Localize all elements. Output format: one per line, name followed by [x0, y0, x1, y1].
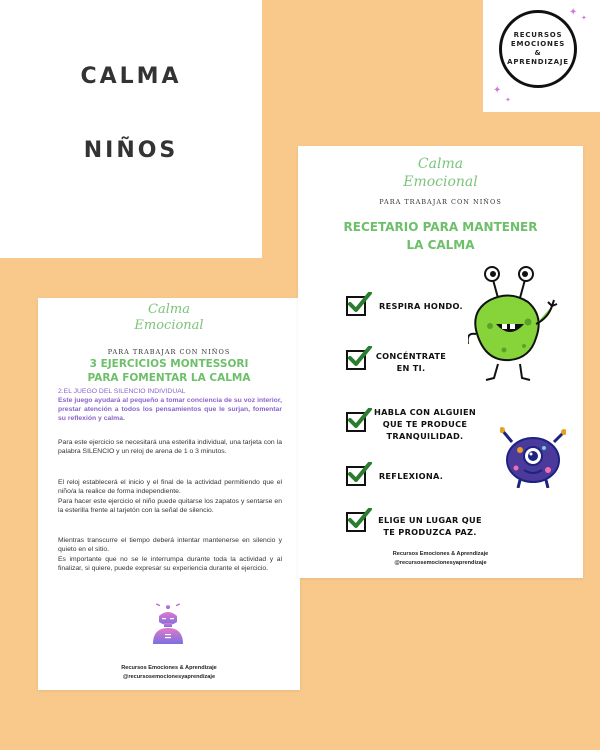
card-title-line2: PARA FOMENTAR LA CALMA — [87, 372, 251, 384]
purple-monster-icon — [500, 426, 566, 488]
checklist-item-line1: HABLA CON ALGUIEN — [373, 407, 477, 417]
checklist-item-label — [368, 350, 454, 374]
meditation-figure-icon — [145, 598, 191, 644]
footer-handle: @recursosemocionesyaprendizaje — [122, 674, 216, 680]
checkbox-checked-icon — [346, 296, 366, 316]
paragraph-silence: Mientras transcurre el tiempo deberá intentar mantenerse en silencio y quieto en el sitio. — [58, 537, 282, 553]
checkbox-checked-icon — [346, 512, 366, 532]
brand-script-line2: Emocional — [403, 174, 478, 190]
checklist-item-label — [368, 406, 482, 442]
checkbox-checked-icon — [346, 412, 366, 432]
green-monster-icon — [468, 264, 558, 386]
checklist-item-line3: TRANQUILIDAD. — [386, 431, 464, 441]
section-heading: 2.EL JUEGO DEL SILENCIO INDIVIDUAL — [58, 388, 186, 395]
footer-handle: @recursosemocionesyaprendizaje — [394, 560, 487, 566]
footer-brand: Recursos Emociones & Aprendizaje — [392, 551, 489, 557]
card-title-line1: RECETARIO PARA MANTENER — [343, 220, 538, 234]
checkbox-checked-icon — [346, 350, 366, 370]
paragraph-setup: Para hacer este ejercicio el niño puede quitarse los zapatos y sentarse en la esterilla frente al tarjetón con la señal de silencio. — [58, 498, 282, 514]
sparkle-icon: ✦ — [505, 97, 511, 104]
title-calma: CALMA — [80, 64, 182, 89]
paragraph-materials: Para este ejercicio se necesitará una esterilla individual, una tarjeta con la palabra SILENCIO y un reloj de arena de 1 o 3 minutos. — [58, 439, 282, 455]
brand-script-line1: Calma — [417, 156, 464, 172]
checklist-item-line1: REFLEXIONA. — [378, 471, 444, 481]
sparkle-icon: ✦ — [569, 7, 578, 18]
card-title-line2: LA CALMA — [406, 238, 475, 252]
checkbox-checked-icon — [346, 466, 366, 486]
title-ninos: NIÑOS — [83, 138, 179, 163]
brand-script-line2: Emocional — [134, 318, 204, 333]
sparkle-icon: ✦ — [581, 15, 587, 22]
paragraph-clock: El reloj establecerá el inicio y el final de la actividad permitiendo que el niño/a la realice de forma independiente. — [58, 479, 282, 495]
logo-panel — [483, 0, 600, 112]
checklist-item-line1: RESPIRA HONDO. — [379, 301, 463, 311]
brand-script-line1: Calma — [148, 302, 190, 317]
checklist-item-line1: CONCÉNTRATE — [375, 351, 447, 361]
card-subtitle: PARA TRABAJAR CON NIÑOS — [379, 198, 502, 206]
montessori-exercise-card — [38, 298, 300, 690]
logo-text-line4: APRENDIZAJE — [507, 58, 569, 66]
intro-paragraph: Este juego ayudará al pequeño a tomar conciencia de su voz interior, prestar atención a todos los pensamientos que le surjan, fomentar su reflexión y calma. — [58, 397, 282, 422]
checklist-item-label — [368, 470, 454, 482]
checklist-item-line2: QUE TE PRODUCE — [382, 419, 468, 429]
checklist-item-line2: TE PRODUZCA PAZ. — [383, 527, 477, 537]
calm-recipe-card — [298, 146, 583, 578]
logo-text-line1: RECURSOS — [513, 31, 563, 39]
checklist-item-label — [368, 514, 492, 538]
logo-text-line3: & — [534, 49, 542, 57]
paragraph-important: Es importante que no se le interrumpa durante toda la actividad y al finalizar, si quiere, puede expresar su experiencia durante el ejercicio. — [58, 556, 282, 572]
footer-brand: Recursos Emociones & Aprendizaje — [121, 665, 217, 671]
checklist-item-line2: EN TI. — [396, 363, 426, 373]
logo-text-line2: EMOCIONES — [510, 40, 566, 48]
checklist-item-label — [368, 300, 474, 312]
logo-badge — [499, 7, 578, 88]
logo-text — [505, 31, 571, 67]
sparkle-icon: ✦ — [493, 85, 502, 96]
title-panel — [0, 0, 262, 258]
card-subtitle: PARA TRABAJAR CON NIÑOS — [107, 348, 231, 356]
checklist-item-line1: ELIGE UN LUGAR QUE — [378, 515, 482, 525]
card-title-line1: 3 EJERCICIOS MONTESSORI — [89, 358, 249, 370]
